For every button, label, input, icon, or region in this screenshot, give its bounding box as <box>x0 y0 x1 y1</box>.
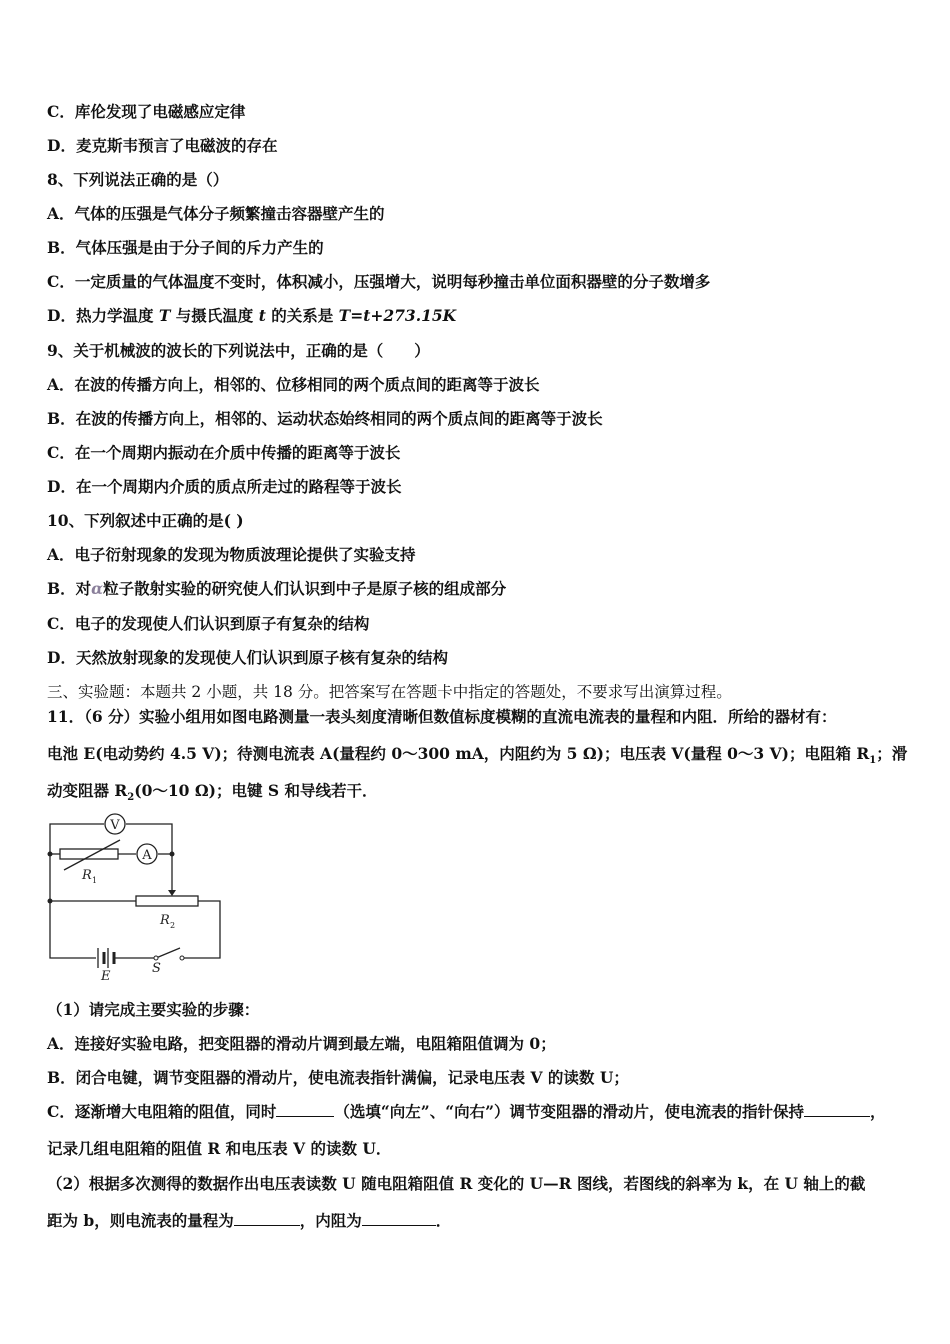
q9-stem: 9、关于机械波的波长的下列说法中，正确的是（ ） <box>47 341 430 360</box>
q11-step-b <box>47 1068 629 1088</box>
step-text-mid: （选填“向左”、“向右”）调节变阻器的滑动片，使电流表的指针保持 <box>334 1102 805 1121</box>
q11-part2-line2 <box>47 1211 451 1231</box>
option-label: A． <box>47 375 75 394</box>
text: ；滑 <box>876 744 908 763</box>
option-text: 电子的发现使人们认识到原子有复杂的结构 <box>74 614 370 633</box>
option-text-mid2: 的关系是 <box>265 306 339 325</box>
option-label: C． <box>47 614 75 633</box>
option-label: C． <box>47 443 75 462</box>
option-text: 一定质量的气体温度不变时，体积减小，压强增大，说明每秒撞击单位面积器壁的分子数增多 <box>74 272 711 291</box>
voltmeter-label: V <box>110 818 120 833</box>
option-label: C． <box>47 102 75 121</box>
r2-resistor <box>136 896 198 906</box>
option-text-mid: 与摄氏温度 <box>170 306 259 325</box>
option-text: 在一个周期内介质的质点所走过的路程等于波长 <box>75 477 402 496</box>
alpha-symbol: α <box>91 579 104 598</box>
r1-label: R <box>82 868 92 883</box>
q11-step-c-line2: 记录几组电阻箱的阻值 R 和电压表 V 的读数 U． <box>47 1139 392 1158</box>
answer-blank-direction[interactable] <box>276 1102 334 1117</box>
circuit-diagram <box>40 812 230 982</box>
answer-blank-range[interactable] <box>234 1211 300 1226</box>
r2-label: R <box>160 913 170 928</box>
option-label: A． <box>47 545 75 564</box>
q9-option-b <box>47 409 603 429</box>
q10-option-b <box>47 579 506 599</box>
q7-option-d <box>47 136 277 156</box>
option-label: B． <box>47 579 76 598</box>
option-text: 在波的传播方向上，相邻的、位移相同的两个质点间的距离等于波长 <box>74 375 540 394</box>
option-label: B． <box>47 238 76 257</box>
subscript: 2 <box>127 792 135 804</box>
option-text: 气体压强是由于分子间的斥力产生的 <box>75 238 324 257</box>
switch-contact <box>180 956 184 960</box>
q11-step-c <box>47 1102 886 1122</box>
text: 电池 E(电动势约 4.5 V)；待测电流表 A(量程约 0～300 mA，内阻约为 5 Ω)；电压表 V(量程 0～3 V)；电阻箱 R <box>47 744 870 763</box>
answer-blank-pointer[interactable] <box>804 1102 870 1117</box>
section-3-heading: 三、实验题：本题共 2 小题，共 18 分。把答案写在答题卡中指定的答题处，不要求写出演算过程。 <box>47 683 732 701</box>
node-left-top <box>48 852 53 857</box>
r1-variable-arrow <box>64 840 120 870</box>
q8-option-d <box>47 306 456 326</box>
q8-option-b <box>47 238 324 258</box>
option-text-pre: 热力学温度 <box>75 306 159 325</box>
q10-option-c <box>47 614 369 634</box>
option-label: D． <box>47 648 76 667</box>
symbol-T: T <box>158 306 171 325</box>
node-right-top <box>170 852 175 857</box>
switch-label: S <box>152 961 161 976</box>
step-text: 闭合电键，调节变阻器的滑动片，使电流表指针满偏，记录电压表 V 的读数 U； <box>75 1068 629 1087</box>
text-pre: 距为 b，则电流表的量程为 <box>47 1211 234 1230</box>
option-text: 天然放射现象的发现使人们认识到原子核有复杂的结构 <box>75 648 448 667</box>
formula: T=t+273.15K <box>338 306 457 325</box>
option-text-post: 粒子散射实验的研究使人们认识到中子是原子核的组成部分 <box>103 579 507 598</box>
option-text-pre: 对 <box>75 579 92 598</box>
q11-intro-line1: 11．（6 分）实验小组用如图电路测量一表头刻度清晰但数值标度模糊的直流电流表的量程和内阻．所给的器材有： <box>47 707 837 726</box>
q7-option-c <box>47 102 245 122</box>
option-text: 在一个周期内振动在介质中传播的距离等于波长 <box>74 443 401 462</box>
option-text: 电子衍射现象的发现为物质波理论提供了实验支持 <box>74 545 416 564</box>
r1-subscript: 1 <box>92 876 98 885</box>
option-text: 麦克斯韦预言了电磁波的存在 <box>75 136 278 155</box>
q8-option-a <box>47 204 385 224</box>
text: 动变阻器 R <box>47 781 128 800</box>
wire-r2-right <box>182 901 220 958</box>
text: (0～10 Ω)；电键 S 和导线若干． <box>134 781 378 800</box>
switch-blade <box>156 948 180 958</box>
r2-subscript: 2 <box>170 921 176 930</box>
answer-blank-resistance[interactable] <box>362 1211 436 1226</box>
switch-pivot <box>154 956 158 960</box>
ammeter-label: A <box>142 848 152 863</box>
option-label: B． <box>47 409 76 428</box>
q9-option-d <box>47 477 401 497</box>
text-end: ． <box>435 1211 452 1230</box>
text-mid: ，内阻为 <box>299 1211 362 1230</box>
option-label: D． <box>47 477 76 496</box>
q11-intro-line2 <box>47 744 908 767</box>
node-left-mid <box>48 899 53 904</box>
step-label: B． <box>47 1068 76 1087</box>
step-text-pre: 逐渐增大电阻箱的阻值，同时 <box>74 1102 277 1121</box>
subscript: 1 <box>869 755 877 767</box>
q11-step-a <box>47 1034 556 1054</box>
option-text: 气体的压强是气体分子频繁撞击容器壁产生的 <box>74 204 385 223</box>
symbol-t: t <box>258 306 266 325</box>
step-label: A． <box>47 1034 75 1053</box>
q11-intro-line3 <box>47 781 378 804</box>
q9-option-a <box>47 375 540 395</box>
option-text: 库伦发现了电磁感应定律 <box>74 102 246 121</box>
option-label: A． <box>47 204 75 223</box>
q8-stem: 8、下列说法正确的是（） <box>47 170 229 189</box>
r2-slider-arrow <box>168 890 176 896</box>
r1-resistor <box>60 849 118 859</box>
q11-part1-heading: （1）请完成主要实验的步骤： <box>47 1000 260 1019</box>
q10-option-d <box>47 648 448 668</box>
battery <box>98 948 114 968</box>
option-label: C． <box>47 272 75 291</box>
q9-option-c <box>47 443 400 463</box>
q8-option-c <box>47 272 710 292</box>
step-label: C． <box>47 1102 75 1121</box>
q10-option-a <box>47 545 416 565</box>
step-text-end: ， <box>870 1102 886 1121</box>
option-label: D． <box>47 136 76 155</box>
q11-part2-line1: （2）根据多次测得的数据作出电压表读数 U 随电阻箱阻值 R 变化的 U—R 图线，若图线的斜率为 k，在 U 轴上的截 <box>47 1174 866 1193</box>
option-label: D． <box>47 306 76 325</box>
q10-stem: 10、下列叙述中正确的是( ) <box>47 511 244 530</box>
step-text: 连接好实验电路，把变阻器的滑动片调到最左端，电阻箱阻值调为 0； <box>74 1034 556 1053</box>
battery-label: E <box>101 969 111 982</box>
option-text: 在波的传播方向上，相邻的、运动状态始终相同的两个质点间的距离等于波长 <box>75 409 603 428</box>
